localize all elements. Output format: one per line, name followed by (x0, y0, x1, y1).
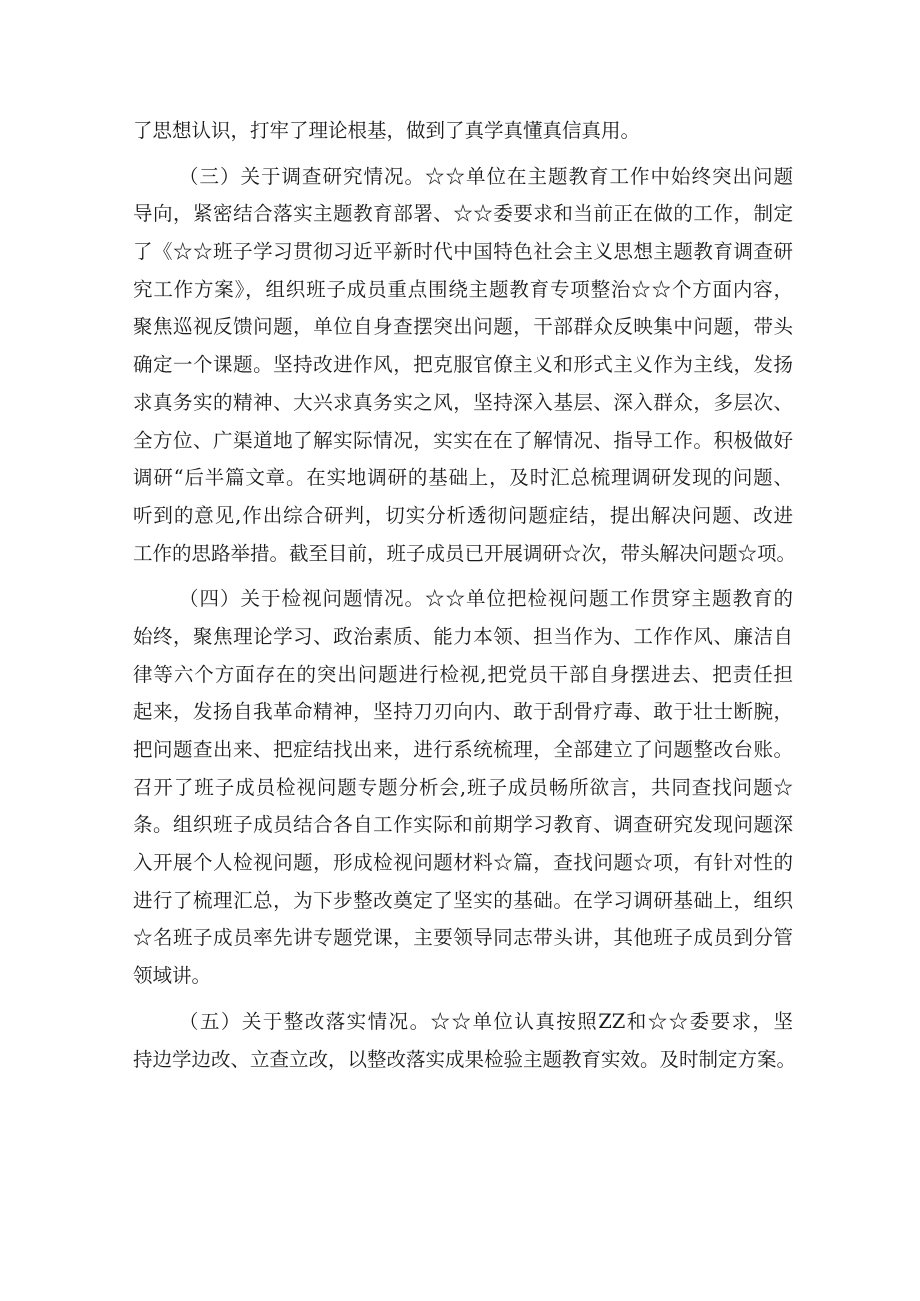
text-line: 了思想认识，打牢了理论根基，做到了真学真懂真信真用。 (133, 119, 641, 142)
text-line: （五）关于整改落实情况。☆☆单位认真按照ZZ和☆☆委要求，坚 (179, 1009, 793, 1033)
text-line: 持边学边改、立查立改，以整改落实成果检验主题教育实效。及时制定方案。 (133, 1047, 797, 1071)
text-line: 工作的思路举措。截至目前，班子成员已开展调研☆次，带头解决问题☆项。 (133, 541, 797, 565)
text-line: 了《☆☆班子学习贯彻习近平新时代中国特色社会主义思想主题教育调查研 (133, 240, 793, 264)
text-line: 领域讲。 (133, 964, 212, 988)
text-line: 全方位、广渠道地了解实际情况，实实在在了解情况、指导工作。积极做好 (133, 428, 793, 452)
text-line: ☆名班子成员率先讲专题党课，主要领导同志带头讲，其他班子成员到分管 (133, 926, 793, 950)
text-line: 求真务实的精神、大兴求真务实之风，坚持深入基层、深入群众，多层次、 (133, 390, 793, 414)
text-line: 确定一个课题。坚持改进作风，把克服官僚主义和形式主义作为主线，发扬 (133, 353, 793, 377)
text-line: 聚焦巡视反馈问题，单位自身查摆突出问题，干部群众反映集中问题，带头 (133, 315, 793, 339)
document-body (133, 112, 797, 1078)
paragraph-gap (133, 150, 793, 158)
paragraph-gap (133, 572, 793, 580)
text-line: 把问题查出来、把症结找出来，进行系统梳理，全部建立了问题整改台账。 (133, 738, 793, 761)
text-line: 律等六个方面存在的突出问题进行检视,把党员干部自身摆进去、把责任担 (133, 662, 793, 686)
paragraph-p0 (133, 112, 793, 150)
text-line: 进行了梳理汇总，为下步整改奠定了坚实的基础。在学习调研基础上，组织 (133, 888, 793, 912)
text-line: （四）关于检视问题情况。☆☆单位把检视问题工作贯穿主题教育的 (179, 587, 793, 611)
text-line: 调研“后半篇文章。在实地调研的基础上，及时汇总梳理调研发现的问题、 (133, 466, 793, 490)
text-line: 导向，紧密结合落实主题教育部署、☆☆委要求和当前正在做的工作，制定 (133, 202, 793, 226)
text-line: 条。组织班子成员结合各自工作实际和前期学习教育、调查研究发现问题深 (133, 813, 793, 837)
paragraph-gap (133, 995, 793, 1003)
paragraph-p4 (133, 580, 793, 995)
text-line: 入开展个人检视问题，形成检视问题材料☆篇，查找问题☆项，有针对性的 (133, 851, 793, 875)
text-line: （三）关于调查研究情况。☆☆单位在主题教育工作中始终突出问题 (179, 164, 793, 188)
text-line: 起来，发扬自我革命精神，坚持刀刃向内、敢于刮骨疗毒、敢于壮士断腕， (133, 700, 793, 724)
paragraph-p5 (133, 1003, 797, 1078)
text-line: 始终，聚焦理论学习、政治素质、能力本领、担当作为、工作作风、廉洁自 (133, 624, 793, 648)
text-line: 召开了班子成员检视问题专题分析会,班子成员畅所欲言，共同查找问题☆ (133, 775, 793, 799)
text-line: 听到的意见,作出综合研判，切实分析透彻问题症结，提出解决问题、改进 (133, 503, 793, 527)
paragraph-p3 (133, 158, 797, 573)
text-line: 究工作方案》，组织班子成员重点围绕主题教育专项整治☆☆个方面内容， (133, 277, 793, 301)
